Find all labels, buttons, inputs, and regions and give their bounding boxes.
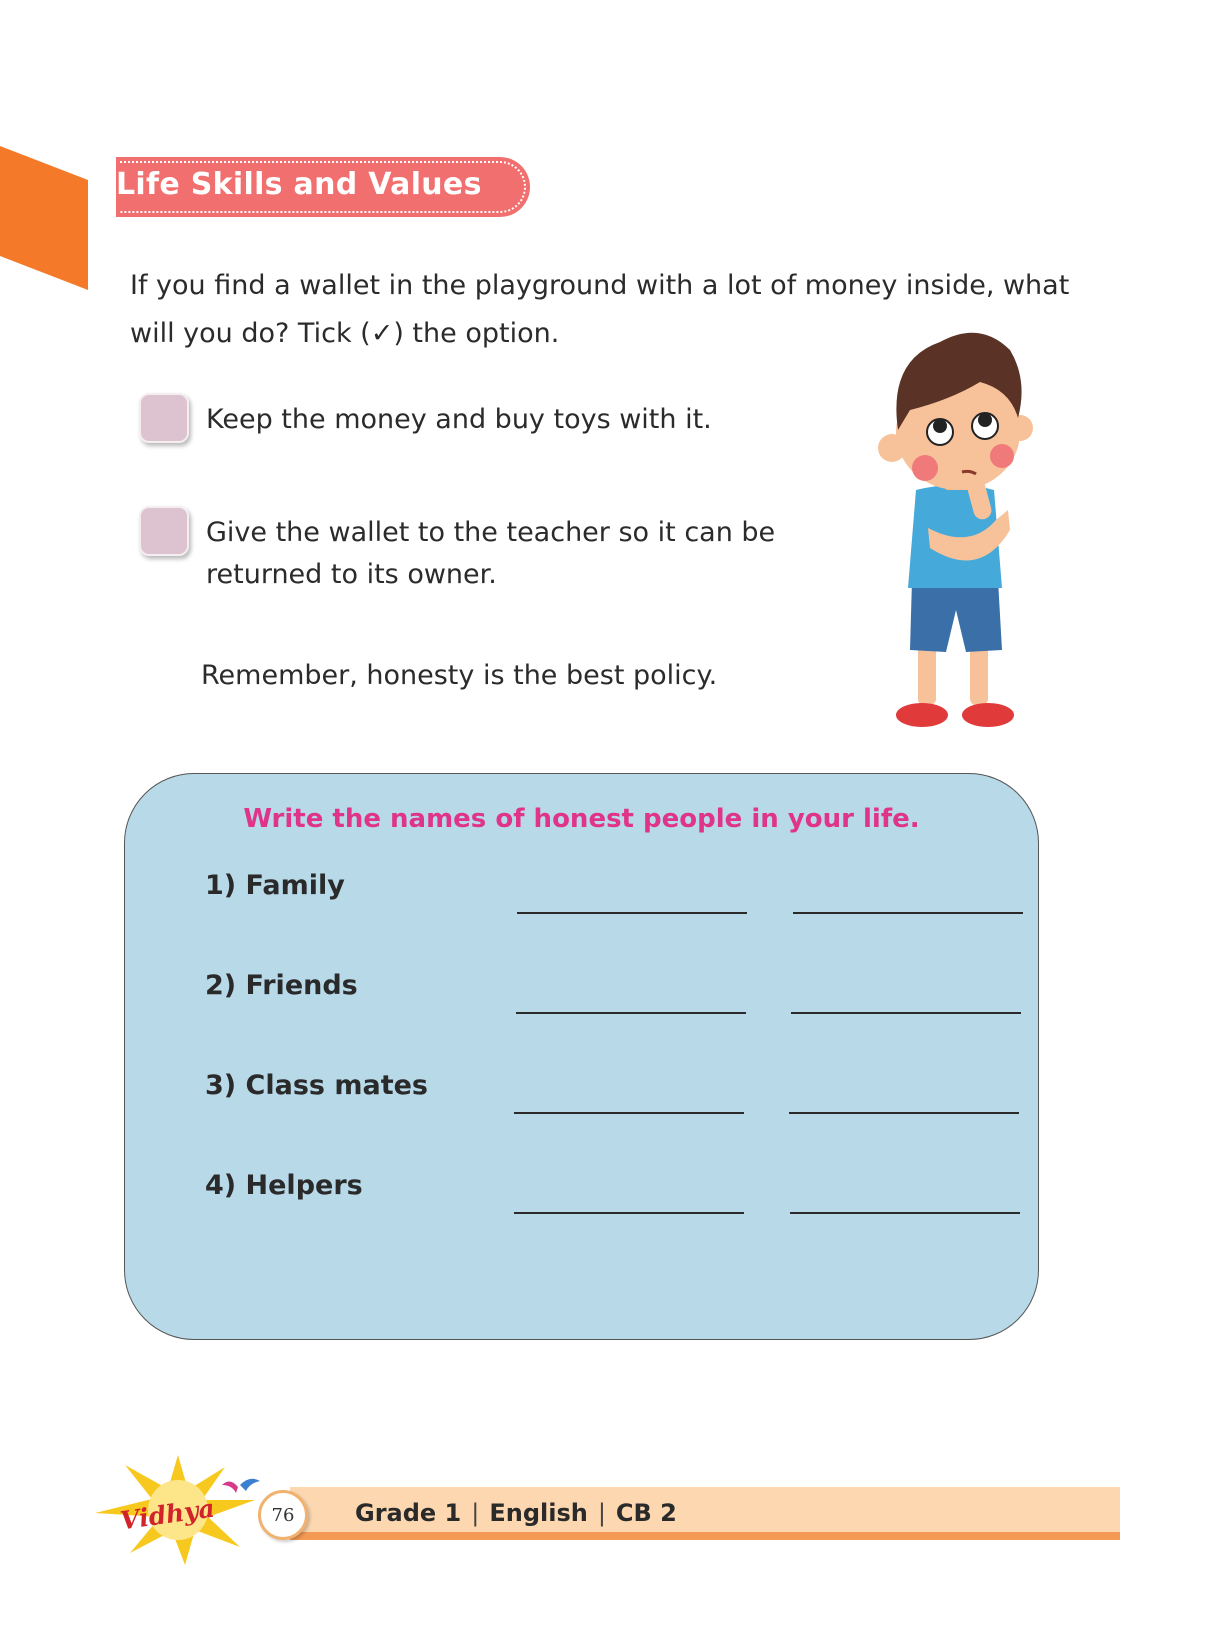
family-name-line-2[interactable] bbox=[793, 912, 1023, 914]
label-helpers: 4) Helpers bbox=[205, 1170, 363, 1201]
honest-people-panel bbox=[124, 773, 1039, 1340]
label-friends: 2) Friends bbox=[205, 970, 358, 1001]
thinking-boy-illustration bbox=[870, 320, 1050, 740]
classmates-name-line-1[interactable] bbox=[514, 1112, 744, 1114]
family-name-line-1[interactable] bbox=[517, 912, 747, 914]
footer-subject: English bbox=[489, 1499, 588, 1527]
honesty-reminder: Remember, honesty is the best policy. bbox=[201, 660, 718, 691]
option-1-checkbox[interactable] bbox=[139, 393, 189, 443]
option-2-line-2: returned to its owner. bbox=[206, 559, 497, 590]
page-number-badge bbox=[258, 1490, 308, 1540]
footer-info bbox=[355, 1499, 677, 1527]
label-family: 1) Family bbox=[205, 870, 345, 901]
footer-separator-2: | bbox=[597, 1499, 606, 1527]
option-2-checkbox[interactable] bbox=[139, 506, 189, 556]
friends-name-line-1[interactable] bbox=[516, 1012, 746, 1014]
classmates-name-line-2[interactable] bbox=[789, 1112, 1019, 1114]
option-2-text bbox=[206, 512, 775, 596]
helpers-name-line-2[interactable] bbox=[790, 1212, 1020, 1214]
question-line-1: If you find a wallet in the playground with a lot of money inside, what bbox=[130, 270, 1070, 301]
logo-text: Vidhya bbox=[118, 1493, 217, 1536]
friends-name-line-2[interactable] bbox=[791, 1012, 1021, 1014]
label-class-mates: 3) Class mates bbox=[205, 1070, 429, 1101]
page-number: 76 bbox=[271, 1505, 295, 1526]
question-line-2: will you do? Tick (✓) the option. bbox=[130, 318, 560, 349]
option-1-text bbox=[206, 399, 712, 441]
section-heading: Life Skills and Values bbox=[116, 167, 482, 202]
footer-book: CB 2 bbox=[615, 1499, 677, 1527]
corner-tab-decoration bbox=[0, 146, 88, 290]
helpers-name-line-1[interactable] bbox=[514, 1212, 744, 1214]
footer-separator-1: | bbox=[471, 1499, 480, 1527]
activity-title: Write the names of honest people in your life. bbox=[243, 804, 920, 834]
footer-grade: Grade 1 bbox=[355, 1499, 462, 1527]
option-1-line-1: Keep the money and buy toys with it. bbox=[206, 404, 712, 435]
section-heading-banner bbox=[116, 157, 530, 217]
option-2-line-1: Give the wallet to the teacher so it can be bbox=[206, 517, 776, 548]
